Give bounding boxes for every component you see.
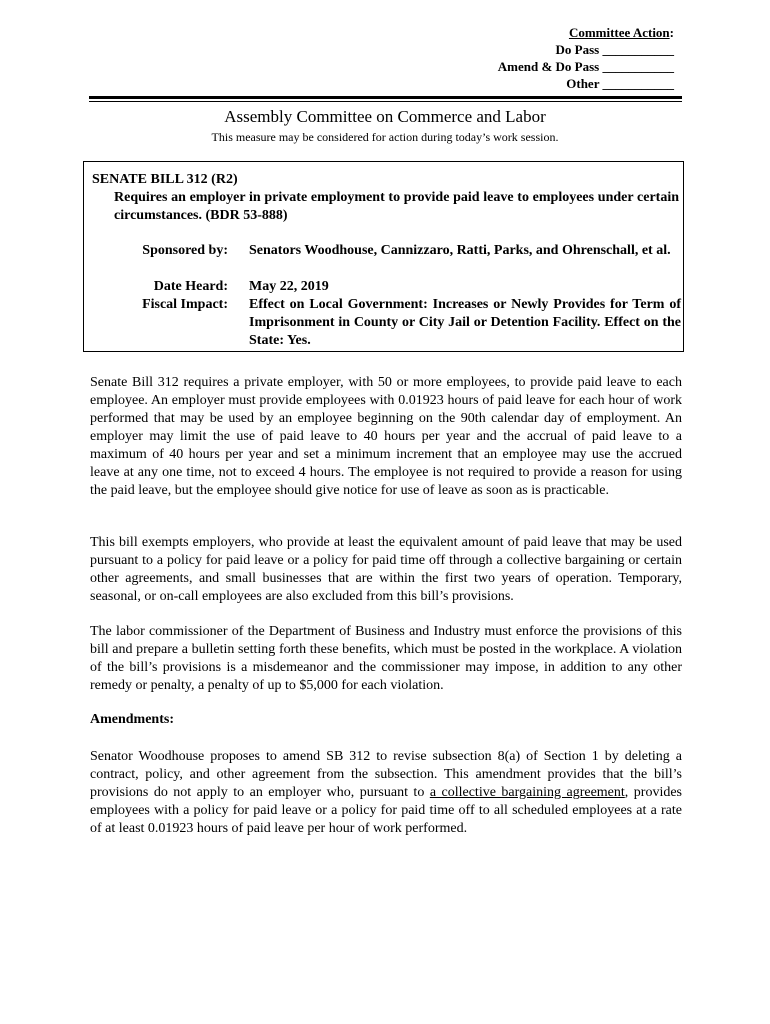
amend-do-pass-option: Amend & Do Pass ___________ <box>497 59 674 74</box>
header-rule-thin <box>89 101 682 102</box>
date-value: May 22, 2019 <box>249 279 329 294</box>
bill-number: SENATE BILL 312 (R2) <box>92 172 238 187</box>
sponsored-label: Sponsored by: <box>142 243 228 258</box>
fiscal-label: Fiscal Impact: <box>142 297 228 312</box>
other-option: Other ___________ <box>566 76 674 91</box>
bill-description: Requires an employer in private employment to provide paid leave to employees under certain circumstances. (BDR 53-888) <box>114 190 679 223</box>
paragraph-overview: Senate Bill 312 requires a private employer, with 50 or more employees, to provide paid leave to each employee. An employer must provide employees with 0.01923 hours of paid leave for each hour of work performed that may be used by an employee beginning on the 90th calendar day of employment. An employer may limit the use of paid leave to 40 hours per year and the accrual of paid leave to a maximum of 40 hours per year and set a minimum increment that an employee may use the accrued leave at any one time, not to exceed 4 hours. The employee is not required to provide a reason for using the paid leave, but the employee should give notice for use of leave as soon as is practicable. <box>90 375 682 498</box>
paragraph-enforcement: The labor commissioner of the Department of Business and Industry must enforce the provisions of this bill and prepare a bulletin setting forth these benefits, which must be posted in the workplace. A violation of the bill’s provisions is a misdemeanor and the commissioner may impose, in addition to any other remedy or penalty, a penalty of up to $5,000 for each violation. <box>90 624 682 693</box>
do-pass-option: Do Pass ___________ <box>555 42 674 57</box>
paragraph-exemptions: This bill exempts employers, who provide at least the equivalent amount of paid leave that may be used pursuant to a policy for paid leave or a policy for paid time off through a collective bargaining or certain other agreements, and small businesses that are within the first two years of operation. Temporary, seasonal, or on-call employees are also excluded from this bill’s provisions. <box>90 535 682 604</box>
bill-summary-box <box>83 161 684 352</box>
header-rule-thick <box>89 96 682 99</box>
committee-title: Assembly Committee on Commerce and Labor <box>224 107 546 126</box>
committee-action-heading: Committee Action: <box>568 25 674 40</box>
work-session-note: This measure may be considered for action during today’s work session. <box>211 130 559 144</box>
sponsored-value: Senators Woodhouse, Cannizzaro, Ratti, Parks, and Ohrenschall, et al. <box>249 243 671 258</box>
date-label: Date Heard: <box>153 279 228 294</box>
paragraph-amendment: Senator Woodhouse proposes to amend SB 312 to revise subsection 8(a) of Section 1 by deleting a contract, policy, and other agreement from the subsection. This amendment provides that the bill’s provisions do not apply to an employer who, pursuant to a collective bargaining agreement, provides employees with a policy for paid leave or a policy for paid time off to all scheduled employees at a rate of at least 0.01923 hours of paid leave per hour of work performed. <box>90 749 682 836</box>
collective-bargaining-link: a collective bargaining agreement <box>429 785 625 800</box>
amendments-heading: Amendments: <box>90 712 174 727</box>
fiscal-value: Effect on Local Government: Increases or Newly Provides for Term of Imprisonment in County or City Jail or Detention Facility. Effect on the State: Yes. <box>249 297 681 348</box>
committee-action-block <box>498 24 674 92</box>
